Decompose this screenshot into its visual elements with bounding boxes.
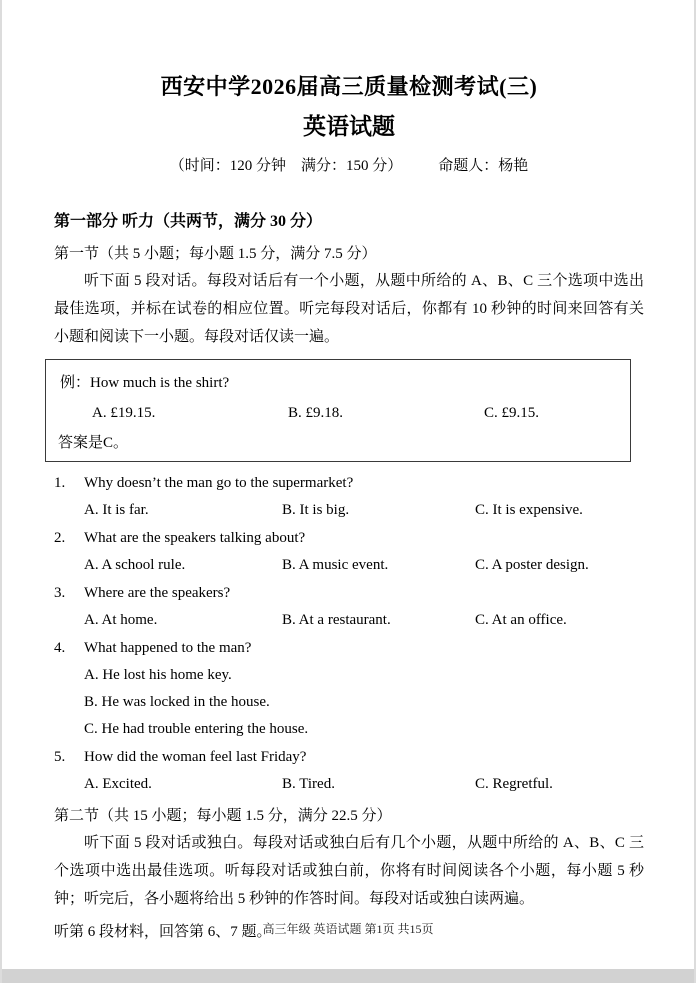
page-footer: 高三年级 英语试题 第1页 共15页 (262, 922, 434, 936)
question-2-number: 2. (54, 530, 66, 547)
question-list (54, 470, 644, 798)
question-3-options (54, 607, 644, 634)
exam-title: 西安中学2026届高三质量检测考试(三) (160, 74, 538, 99)
question-4-option-b: B. He was locked in the house. (84, 694, 270, 711)
exam-subtitle: 英语试题 (303, 114, 395, 139)
question-5-option-b: B. Tired. (282, 776, 335, 793)
example-prompt: 例：How much is the shirt? (60, 375, 230, 392)
question-1-options (54, 497, 644, 524)
question-4-line (54, 635, 644, 662)
question-1-line (54, 470, 644, 497)
question-4-text: What happened to the man? (84, 640, 252, 657)
example-answer: 答案是C。 (58, 435, 129, 452)
question-4-number: 4. (54, 640, 66, 657)
question-5-options (54, 771, 644, 798)
node1-instructions: 听下面 5 段对话。每段对话后有一个小题，从题中所给的 A、B、C 三个选项中选出最佳选项，并标在试卷的相应位置。听完每段对话后，你都有 10 秒钟的时间来回答有关小题和阅读下一小题。每段对话仅读一遍。 (54, 273, 644, 345)
question-3-text: Where are the speakers? (84, 585, 231, 602)
node2-heading: 第二节（共 15 小题；每小题 1.5 分，满分 22.5 分） (54, 808, 392, 825)
question-1-option-b: B. It is big. (282, 502, 350, 519)
question-2-option-b: B. A music event. (282, 557, 389, 574)
question-3-line (54, 580, 644, 607)
question-4 (54, 635, 644, 743)
question-5-option-a: A. Excited. (84, 776, 152, 793)
example-option-c: C. £9.15. (484, 405, 540, 422)
example-option-b: B. £9.18. (288, 405, 344, 422)
question-1-number: 1. (54, 475, 66, 492)
question-2-option-c: C. A poster design. (475, 557, 589, 574)
question-1 (54, 470, 644, 524)
question-3-option-b: B. At a restaurant. (282, 612, 391, 629)
node2-note: 听第 6 段材料，回答第 6、7 题。 (54, 923, 272, 940)
question-2-text: What are the speakers talking about? (84, 530, 306, 547)
question-2 (54, 525, 644, 579)
question-3-number: 3. (54, 585, 66, 602)
example-option-a: A. £19.15. (92, 405, 156, 422)
question-4-option-a: A. He lost his home key. (84, 667, 232, 684)
question-2-options (54, 552, 644, 579)
question-3 (54, 580, 644, 634)
example-box (45, 359, 631, 462)
question-5-text: How did the woman feel last Friday? (84, 749, 307, 766)
question-5-option-c: C. Regretful. (475, 776, 553, 793)
example-options (58, 398, 620, 428)
section1-heading: 第一部分 听力（共两节，满分 30 分） (54, 213, 323, 230)
question-5-number: 5. (54, 749, 66, 766)
question-2-option-a: A. A school rule. (84, 557, 186, 574)
question-1-option-a: A. It is far. (84, 502, 149, 519)
exam-info: （时间：120 分钟 满分：150 分） (169, 158, 403, 174)
question-1-option-c: C. It is expensive. (475, 502, 583, 519)
node1-heading: 第一节（共 5 小题；每小题 1.5 分，满分 7.5 分） (54, 246, 377, 262)
question-5-line (54, 744, 644, 771)
question-5 (54, 744, 644, 798)
question-1-text: Why doesn’t the man go to the supermarket? (84, 475, 354, 492)
question-3-option-c: C. At an office. (475, 612, 567, 629)
question-4-option-c: C. He had trouble entering the house. (84, 721, 309, 738)
exam-examiner: 命题人：杨艳 (438, 158, 529, 174)
question-3-option-a: A. At home. (84, 612, 158, 629)
node2-instructions: 听下面 5 段对话或独白。每段对话或独白后有几个小题，从题中所给的 A、B、C 三个选项中选出最佳选项。听每段对话或独白前，你将有时间阅读各个小题，每小题 5 秒钟；听完后，各小题将给出 5 秒钟的作答时间。每段对话或独白读两遍。 (54, 835, 644, 907)
question-2-line (54, 525, 644, 552)
exam-meta (54, 154, 644, 175)
